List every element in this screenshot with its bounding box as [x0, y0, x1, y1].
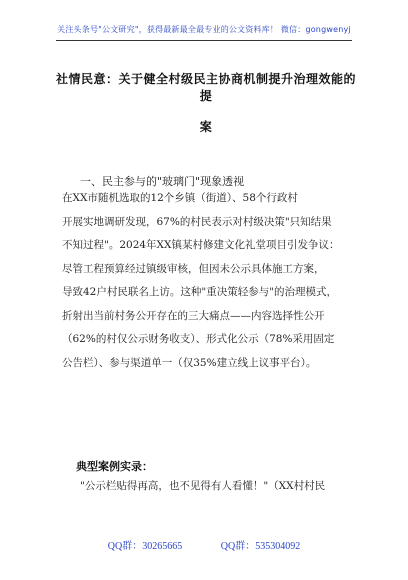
case-paragraph: [80, 475, 360, 499]
case-heading: 典型案例实录：: [76, 460, 153, 473]
header-divider: [56, 40, 352, 41]
document-title-line-1: 社情民意：关于健全村级民主协商机制提升治理效能的提: [56, 72, 357, 103]
footer-qq-group-2: QQ群：535304092: [220, 541, 301, 552]
paragraph-line: 开展实地调研发现，67%的村民表示对村级决策"只知结果: [62, 215, 332, 228]
body-paragraph: [62, 187, 362, 375]
paragraph-line: 折射出当前村务公开存在的三大痛点——内容选择性公开: [62, 309, 325, 322]
section-heading: 一、民主参与的"玻璃门"现象透视: [80, 175, 245, 188]
paragraph-line: 尽管工程预算经过镇级审核，但因未公示具体施工方案，: [62, 262, 325, 275]
paragraph-line: 不知过程"。2024年XX镇某村修建文化礼堂项目引发争议：: [62, 239, 340, 251]
paragraph-line: "公示栏贴得再高，也不见得有人看懂！"（XX村村民: [80, 480, 326, 492]
document-title-line-2: 案: [199, 120, 213, 134]
paragraph-line: 公告栏）、参与渠道单一（仅35%建立线上议事平台）。: [62, 356, 317, 369]
header-notice: 关注头条号"公文研究"，获得最新最全最专业的公文资料库！ 微信：gongwenyj: [57, 25, 351, 34]
footer-qq-group-1: QQ群：30265665: [107, 541, 183, 552]
paragraph-line: 导致42户村民联名上访。这种"重决策轻参与"的治理模式，: [62, 286, 338, 298]
paragraph-line: 在XX市随机选取的12个乡镇（街道）、58个行政村: [62, 192, 298, 204]
paragraph-line: （62%的村仅公示财务收支）、形式化公示（78%采用固定: [62, 333, 335, 345]
footer-contacts: [0, 537, 408, 552]
